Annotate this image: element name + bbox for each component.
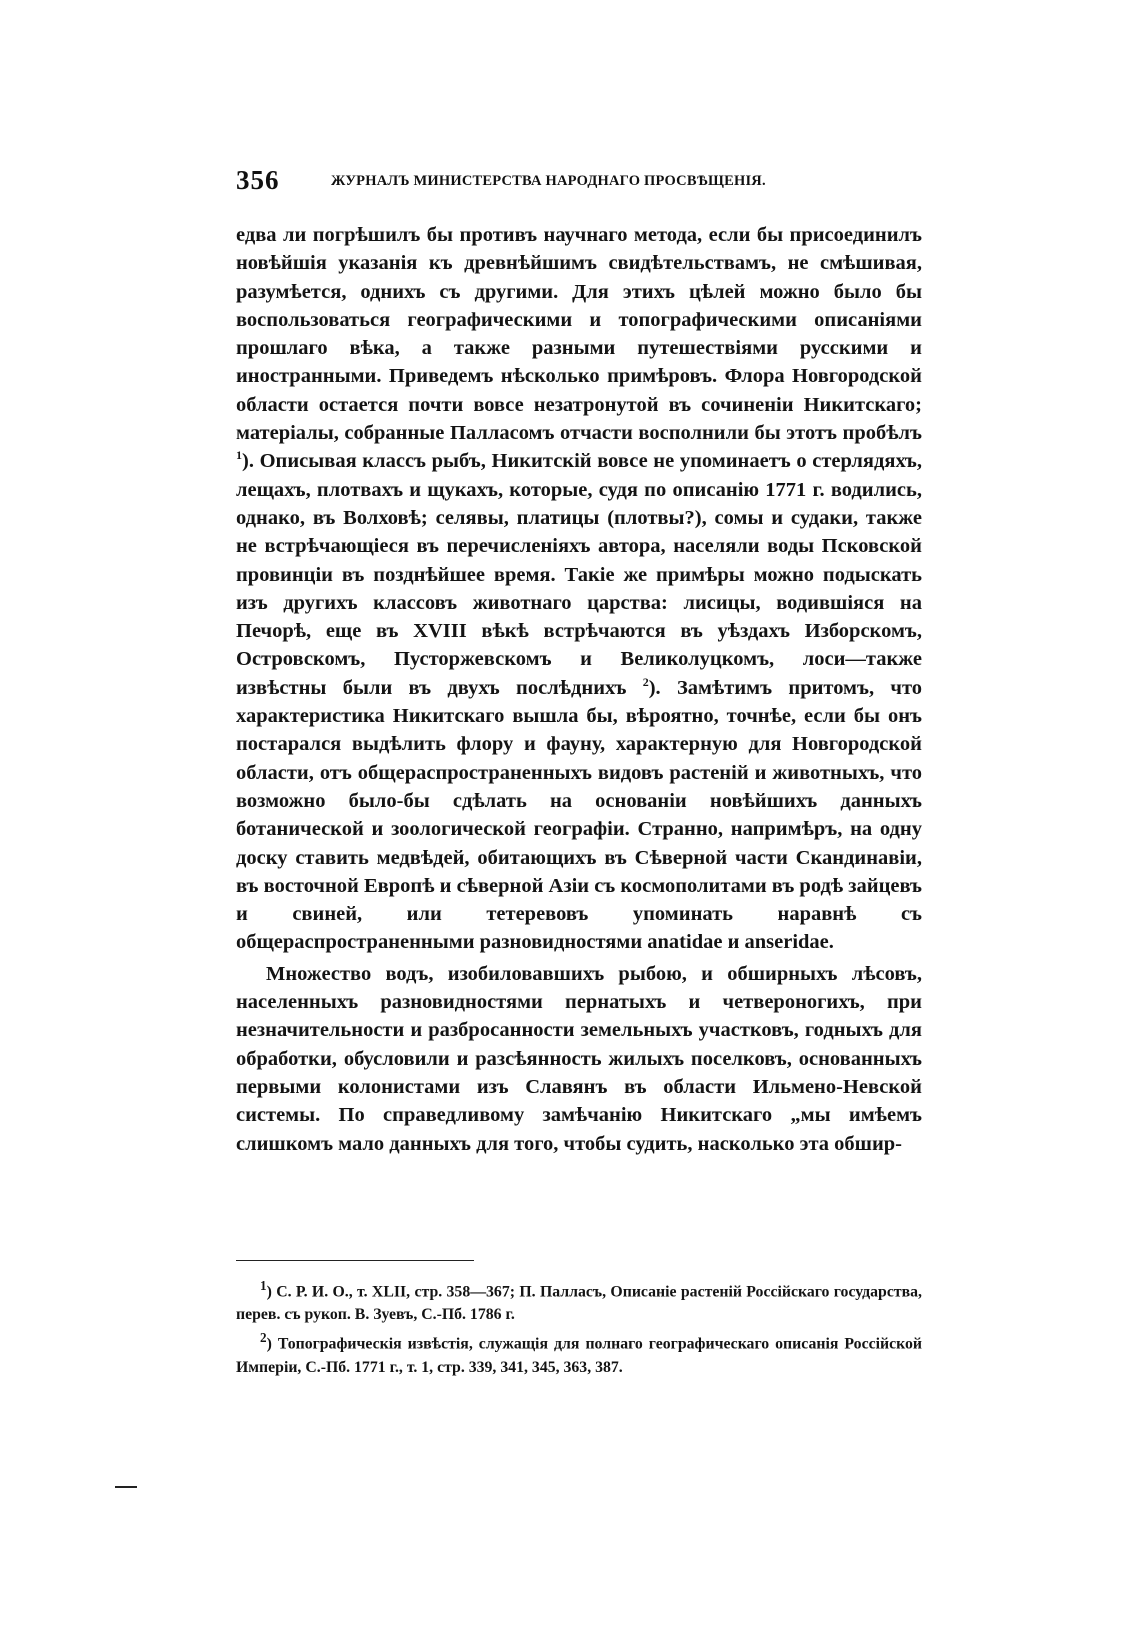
paragraph-2: [236, 960, 922, 1158]
scan-artifact-dash: [115, 1486, 137, 1488]
footnote-mark: 1: [260, 1278, 267, 1293]
body-text: [236, 221, 922, 1158]
paragraph-text: ). Замѣтимъ притомъ, что характеристика Никитскаго вышла бы, вѣроятно, точнѣе, если бы онъ постарался выдѣлить флору и фауну, характерную для Новгородской области, отъ общераспространенныхъ видовъ растеній и животныхъ, что возможно было-бы сдѣлать на основаніи новѣйшихъ данныхъ ботанической и зоологической географіи. Странно, напримѣръ, на одну доску ставить медвѣдей, обитающихъ въ Сѣверной части Скандинавіи, въ восточной Европѣ и сѣверной Азіи съ космополитами въ родѣ зайцевъ и свиней, или тетеревовъ упоминать наравнѣ съ общераспространенными разновидностями anatidae и anseridae.: [236, 676, 923, 954]
page-header: [236, 165, 916, 196]
footnote-2: [236, 1326, 922, 1378]
running-title: ЖУРНАЛЪ МИНИСТЕРСТВА НАРОДНАГО ПРОСВѢЩЕНІЯ.: [331, 173, 766, 189]
footnote-ref-1: 1: [236, 448, 242, 463]
paragraph-text: Множество водъ, изобиловавшихъ рыбою, и обширныхъ лѣсовъ, населенныхъ разновидностями пернатыхъ и четвероногихъ, при незначительности и разбросанности земельныхъ участковъ, годныхъ для обработки, обусловили и разсѣянность жилыхъ поселковъ, основанныхъ первыми колонистами изъ Славянъ въ области Ильмено-Невской системы. По справедливому замѣчанію Никитскаго „мы имѣемъ слишкомъ мало данныхъ для того, чтобы судить, насколько эта обшир-: [236, 962, 922, 1155]
footnote-mark: 2: [260, 1330, 267, 1346]
paragraph-1: [236, 221, 922, 957]
footnote-text: ) Топографическія извѣстія, служащія для полнаго географическаго описанія Россійской Имперіи, С.-Пб. 1771 г., т. 1, стр. 339, 341, 345, 363, 387.: [236, 1335, 922, 1376]
paragraph-text: едва ли погрѣшилъ бы противъ научнаго метода, если бы присоединилъ новѣйшія указанія къ древнѣйшимъ свидѣтельствамъ, не смѣшивая, разумѣется, однихъ съ другими. Для этихъ цѣлей можно было бы воспользоваться географическими и топографическими описаніями прошлаго вѣка, а также разными путешествіями русскими и иностранными. Приведемъ нѣсколько примѣровъ. Флора Новгородской области остается почти вовсе незатронутой въ сочиненіи Никитскаго; матеріалы, собранные Палласомъ отчасти восполнили бы этотъ пробѣлъ: [236, 224, 922, 445]
footnote-ref-2: 2: [642, 674, 649, 689]
footnotes: [236, 1274, 922, 1379]
footnote-text: ) С. Р. И. О., т. XLII, стр. 358—367; П. Палласъ, Описаніе растеній Россійскаго государства, перев. съ рукоп. В. Зуевъ, С.-Пб. 1786 г.: [236, 1283, 922, 1324]
paragraph-text: ). Описывая классъ рыбъ, Никитскій вовсе не упоминаетъ о стерлядяхъ, лещахъ, плотвахъ и щукахъ, которые, судя по описанію 1771 г. водились, однако, въ Волховѣ; селявы, платицы (плотвы?), сомы и судаки, также не встрѣчающіеся въ перечисленіяхъ автора, населяли воды Псковской провинціи въ позднѣйшее время. Такіе же примѣры можно подыскать изъ другихъ классовъ животнаго царства: лисицы, водившіяся на Печорѣ, еще въ XVIII вѣкѣ встрѣчаются въ уѣздахъ Изборскомъ, Островскомъ, Пусторжевскомъ и Великолуцкомъ, лоси—также извѣстны были въ двухъ послѣднихъ: [236, 450, 922, 699]
page-number: 356: [236, 165, 280, 195]
footnote-1: [236, 1274, 922, 1326]
footnote-divider: [236, 1260, 474, 1261]
